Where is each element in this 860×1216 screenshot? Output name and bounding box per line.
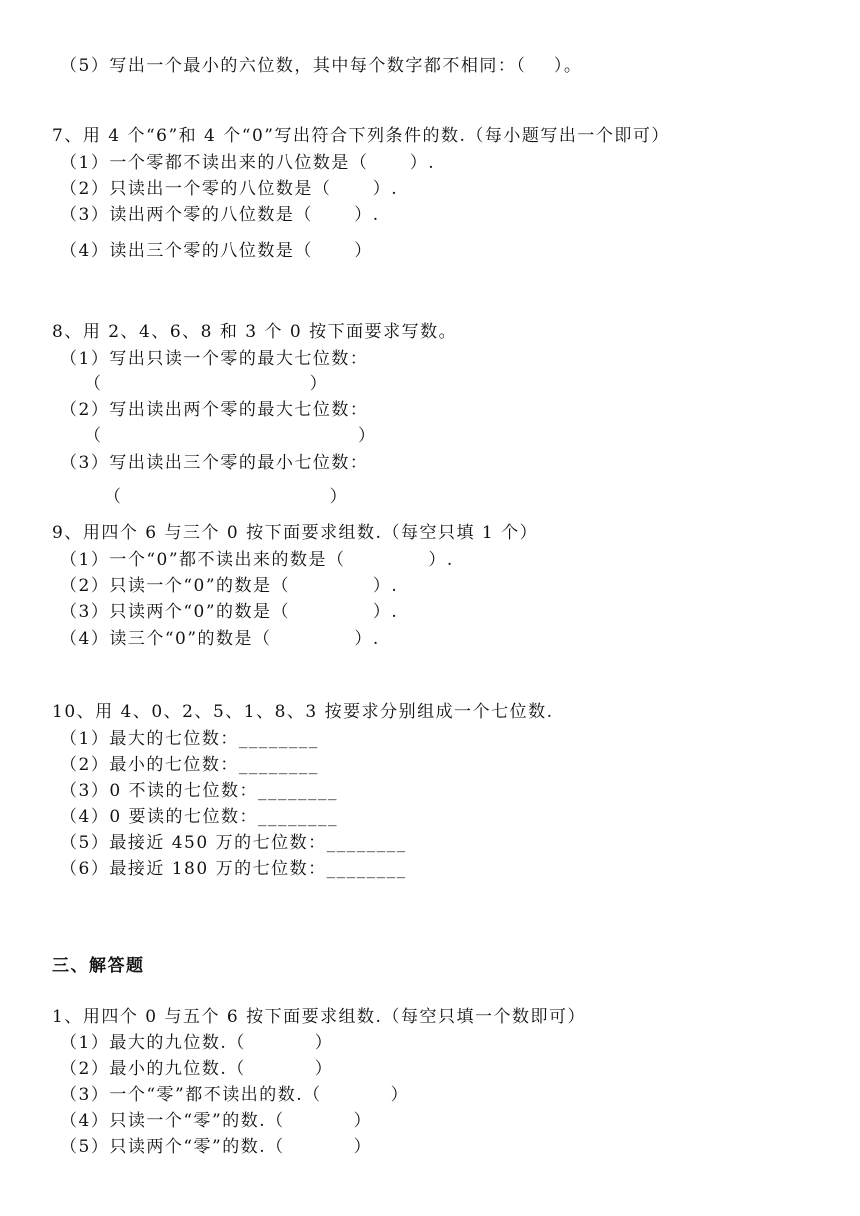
question-8-item-1: （1）写出只读一个零的最大七位数： (60, 349, 369, 369)
question-8-title: 8、用 2、4、6、8 和 3 个 0 按下面要求写数。 (52, 322, 458, 342)
question-9-item-4: （4）读三个“0”的数是（ ）. (60, 629, 380, 649)
question-7-title: 7、用 4 个“6”和 4 个“0”写出符合下列条件的数.（每小题写出一个即可） (52, 126, 670, 146)
question-10-title: 10、用 4、0、2、5、1、8、3 按要求分别组成一个七位数. (52, 702, 554, 722)
answer-question-1-title: 1、用四个 0 与五个 6 按下面要求组数.（每空只填一个数即可） (52, 1007, 586, 1027)
question-10-item-3: （3）0 不读的七位数：________ (60, 781, 339, 801)
question-8-item-2: （2）写出读出两个零的最大七位数： (60, 400, 369, 420)
section-heading: 三、解答题 (52, 956, 145, 976)
question-8-item-3: （3）写出读出三个零的最小七位数： (60, 453, 369, 473)
answer-question-1-item-5: （5）只读两个“零”的数.（ ） (60, 1137, 373, 1157)
question-10-item-2: （2）最小的七位数：________ (60, 755, 319, 775)
question-10-item-4: （4）0 要读的七位数：________ (60, 807, 339, 827)
question-8-answer-1: （ ） (84, 374, 329, 394)
answer-question-1-item-4: （4）只读一个“零”的数.（ ） (60, 1111, 373, 1131)
question-8-answer-2: （ ） (84, 426, 377, 446)
answer-question-1-item-2: （2）最小的九位数.（ ） (60, 1059, 334, 1079)
question-6-item-5: （5）写出一个最小的六位数，其中每个数字都不相同：（ ）。 (60, 56, 583, 76)
question-10-item-5: （5）最接近 450 万的七位数：________ (60, 833, 407, 853)
question-10-item-6: （6）最接近 180 万的七位数：________ (60, 859, 407, 879)
question-9-item-3: （3）只读两个“0”的数是（ ）. (60, 602, 399, 622)
question-9-title: 9、用四个 6 与三个 0 按下面要求组数.（每空只填 1 个） (52, 523, 539, 543)
answer-question-1-item-3: （3）一个“零”都不读出的数.（ ） (60, 1085, 410, 1105)
question-7-item-4: （4）读出三个零的八位数是（ ） (60, 241, 373, 261)
question-8-answer-3: （ ） (104, 487, 349, 507)
question-9-item-1: （1）一个“0”都不读出来的数是（ ）. (60, 550, 454, 570)
question-7-item-1: （1）一个零都不读出来的八位数是（ ）. (60, 153, 436, 173)
answer-question-1-item-1: （1）最大的九位数.（ ） (60, 1033, 334, 1053)
question-9-item-2: （2）只读一个“0”的数是（ ）. (60, 576, 399, 596)
question-7-item-3: （3）读出两个零的八位数是（ ）. (60, 205, 380, 225)
question-7-item-2: （2）只读出一个零的八位数是（ ）. (60, 179, 399, 199)
question-10-item-1: （1）最大的七位数：________ (60, 729, 319, 749)
